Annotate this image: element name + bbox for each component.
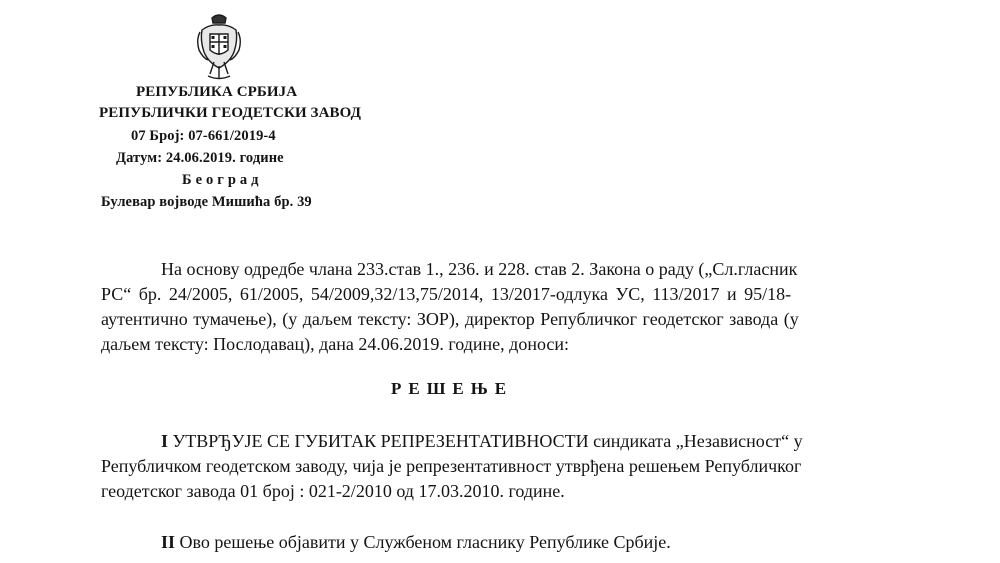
header-date: Датум: 24.06.2019. године xyxy=(116,150,284,166)
preamble-line-4: даљем тексту: Послодавац), дана 24.06.2019. године, доноси: xyxy=(101,334,570,354)
header-country: РЕПУБЛИКА СРБИЈА xyxy=(136,84,298,100)
section-2-line-1 xyxy=(161,530,671,555)
header-city: Београд xyxy=(182,172,263,188)
section-2-text-1: Ово решење објавити у Службеном гласнику Републике Србије. xyxy=(179,532,671,552)
section-2-numeral: II xyxy=(161,532,176,552)
header-address: Булевар војводе Мишића бр. 39 xyxy=(101,194,312,210)
section-1-line-3: геодетског завода 01 број : 021-2/2010 од 17.03.2010. године. xyxy=(101,481,565,501)
preamble-line-3: аутентично тумачење), (у даљем тексту: ЗОР), директор Републичког геодетског завода (у xyxy=(101,309,799,329)
section-1-text-1: УТВРЂУЈЕ СЕ ГУБИТАК РЕПРЕЗЕНТАТИВНОСТИ синдиката „Независност“ у xyxy=(172,431,803,451)
serbian-coat-of-arms-icon xyxy=(196,10,242,82)
section-1-line-1 xyxy=(161,429,803,454)
header-document-number: 07 Број: 07-661/2019-4 xyxy=(131,128,276,144)
decision-title: РЕШЕЊЕ xyxy=(391,379,514,398)
preamble-line-2: РС“ бр. 24/2005, 61/2005, 54/2009,32/13,75/2014, 13/2017-одлука УС, 113/2017 и 95/18- xyxy=(101,284,792,304)
section-1-numeral: I xyxy=(161,431,169,451)
section-1-line-2: Републичком геодетском заводу, чија је репрезентативност утврђена решењем Републичког xyxy=(101,456,802,476)
preamble-line-1: На основу одредбе члана 233.став 1., 236. и 228. став 2. Закона о раду („Сл.гласник xyxy=(161,259,798,279)
header-institution: РЕПУБЛИЧКИ ГЕОДЕТСКИ ЗАВОД xyxy=(99,105,362,121)
